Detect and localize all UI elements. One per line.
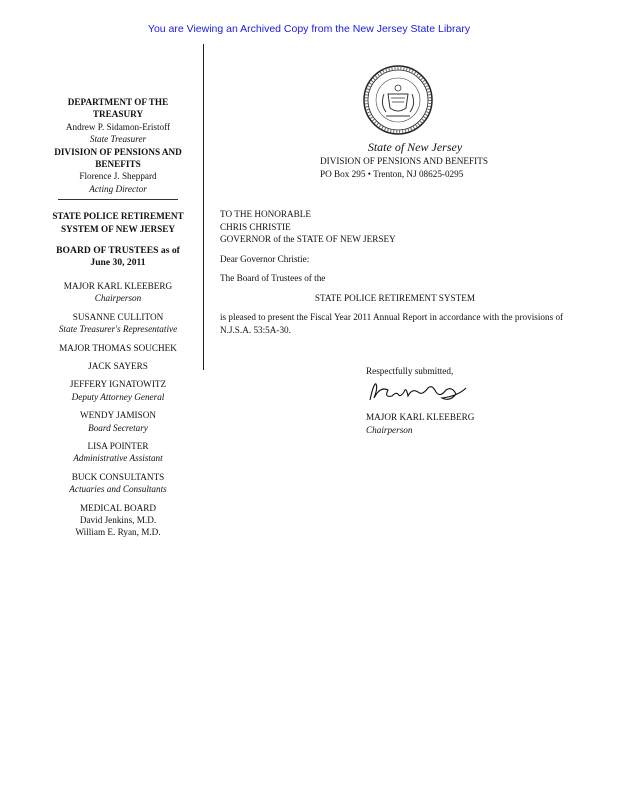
board-member [48, 378, 188, 403]
addressee-line: CHRIS CHRISTIE [220, 221, 291, 232]
board-member [48, 440, 188, 465]
closing: Respectfully submitted, [366, 366, 454, 376]
addressee-line: TO THE HONORABLE [220, 209, 312, 219]
board-member [48, 342, 188, 354]
member-name: BUCK CONSULTANTS [71, 471, 165, 482]
system-name-line: STATE POLICE RETIREMENT SYSTEM [314, 292, 476, 303]
board-member [48, 471, 188, 496]
system-name: STATE POLICE RETIREMENT SYSTEM OF NEW JERSEY [52, 211, 184, 234]
division-heading: DIVISION OF PENSIONS AND BENEFITS [54, 146, 182, 170]
member-name: MAJOR KARL KLEEBERG [63, 280, 173, 291]
salutation: Dear Governor Christie: [220, 253, 310, 264]
director-name: Florence J. Sheppard [79, 171, 157, 182]
medical-board-heading: MEDICAL BOARD [80, 502, 156, 513]
state-name-script: State of New Jersey [367, 140, 463, 154]
medical-member: William E. Ryan, M.D. [75, 527, 161, 538]
vertical-divider [203, 44, 204, 370]
member-title: State Treasurer's Representative [58, 324, 178, 335]
board-member [48, 360, 188, 372]
letterhead-division: DIVISION OF PENSIONS AND BENEFITS [320, 156, 488, 166]
member-title: Chairperson [94, 293, 142, 304]
letterhead-address: PO Box 295 • Trenton, NJ 08625-0295 [320, 169, 464, 179]
signer-title: Chairperson [366, 424, 413, 435]
board-member [48, 409, 188, 434]
state-seal-icon [362, 64, 434, 136]
signature-block [366, 365, 546, 436]
letterhead [320, 155, 520, 181]
body-paragraph: is pleased to present the Fiscal Year 2011 Annual Report in accordance with the provisions of N.J.S.A. 53:5A-30. [220, 312, 564, 335]
department-heading: DEPARTMENT OF THE TREASURY [67, 97, 169, 120]
sidebar-rule [58, 199, 178, 200]
member-name: SUSANNE CULLITON [72, 311, 164, 322]
intro-line: The Board of Trustees of the [220, 273, 326, 283]
archive-banner: You are Viewing an Archived Copy from the New Jersey State Library [147, 23, 471, 35]
member-name: MAJOR THOMAS SOUCHEK [59, 342, 177, 353]
member-name: JACK SAYERS [88, 360, 148, 371]
member-title: Actuaries and Consultants [69, 484, 167, 495]
member-name: JEFFERY IGNATOWITZ [69, 379, 167, 390]
board-member [48, 311, 188, 336]
letter-body [220, 208, 570, 336]
member-name: WENDY JAMISON [80, 410, 156, 421]
handwritten-signature-icon [366, 378, 476, 408]
board-member [48, 280, 188, 305]
member-name: LISA POINTER [87, 440, 149, 451]
medical-member: David Jenkins, M.D. [79, 514, 157, 525]
member-title: Deputy Attorney General [71, 391, 165, 402]
signer-name: MAJOR KARL KLEEBERG [366, 412, 475, 422]
member-title: Board Secretary [88, 422, 148, 433]
member-title: Administrative Assistant [73, 453, 163, 464]
treasurer-title: State Treasurer [89, 134, 147, 145]
director-title: Acting Director [89, 183, 147, 194]
treasurer-name: Andrew P. Sidamon-Eristoff [65, 121, 171, 132]
addressee-line: GOVERNOR of the STATE OF NEW JERSEY [220, 234, 396, 244]
sidebar [48, 96, 188, 539]
board-heading: BOARD OF TRUSTEES as of June 30, 2011 [56, 245, 180, 269]
